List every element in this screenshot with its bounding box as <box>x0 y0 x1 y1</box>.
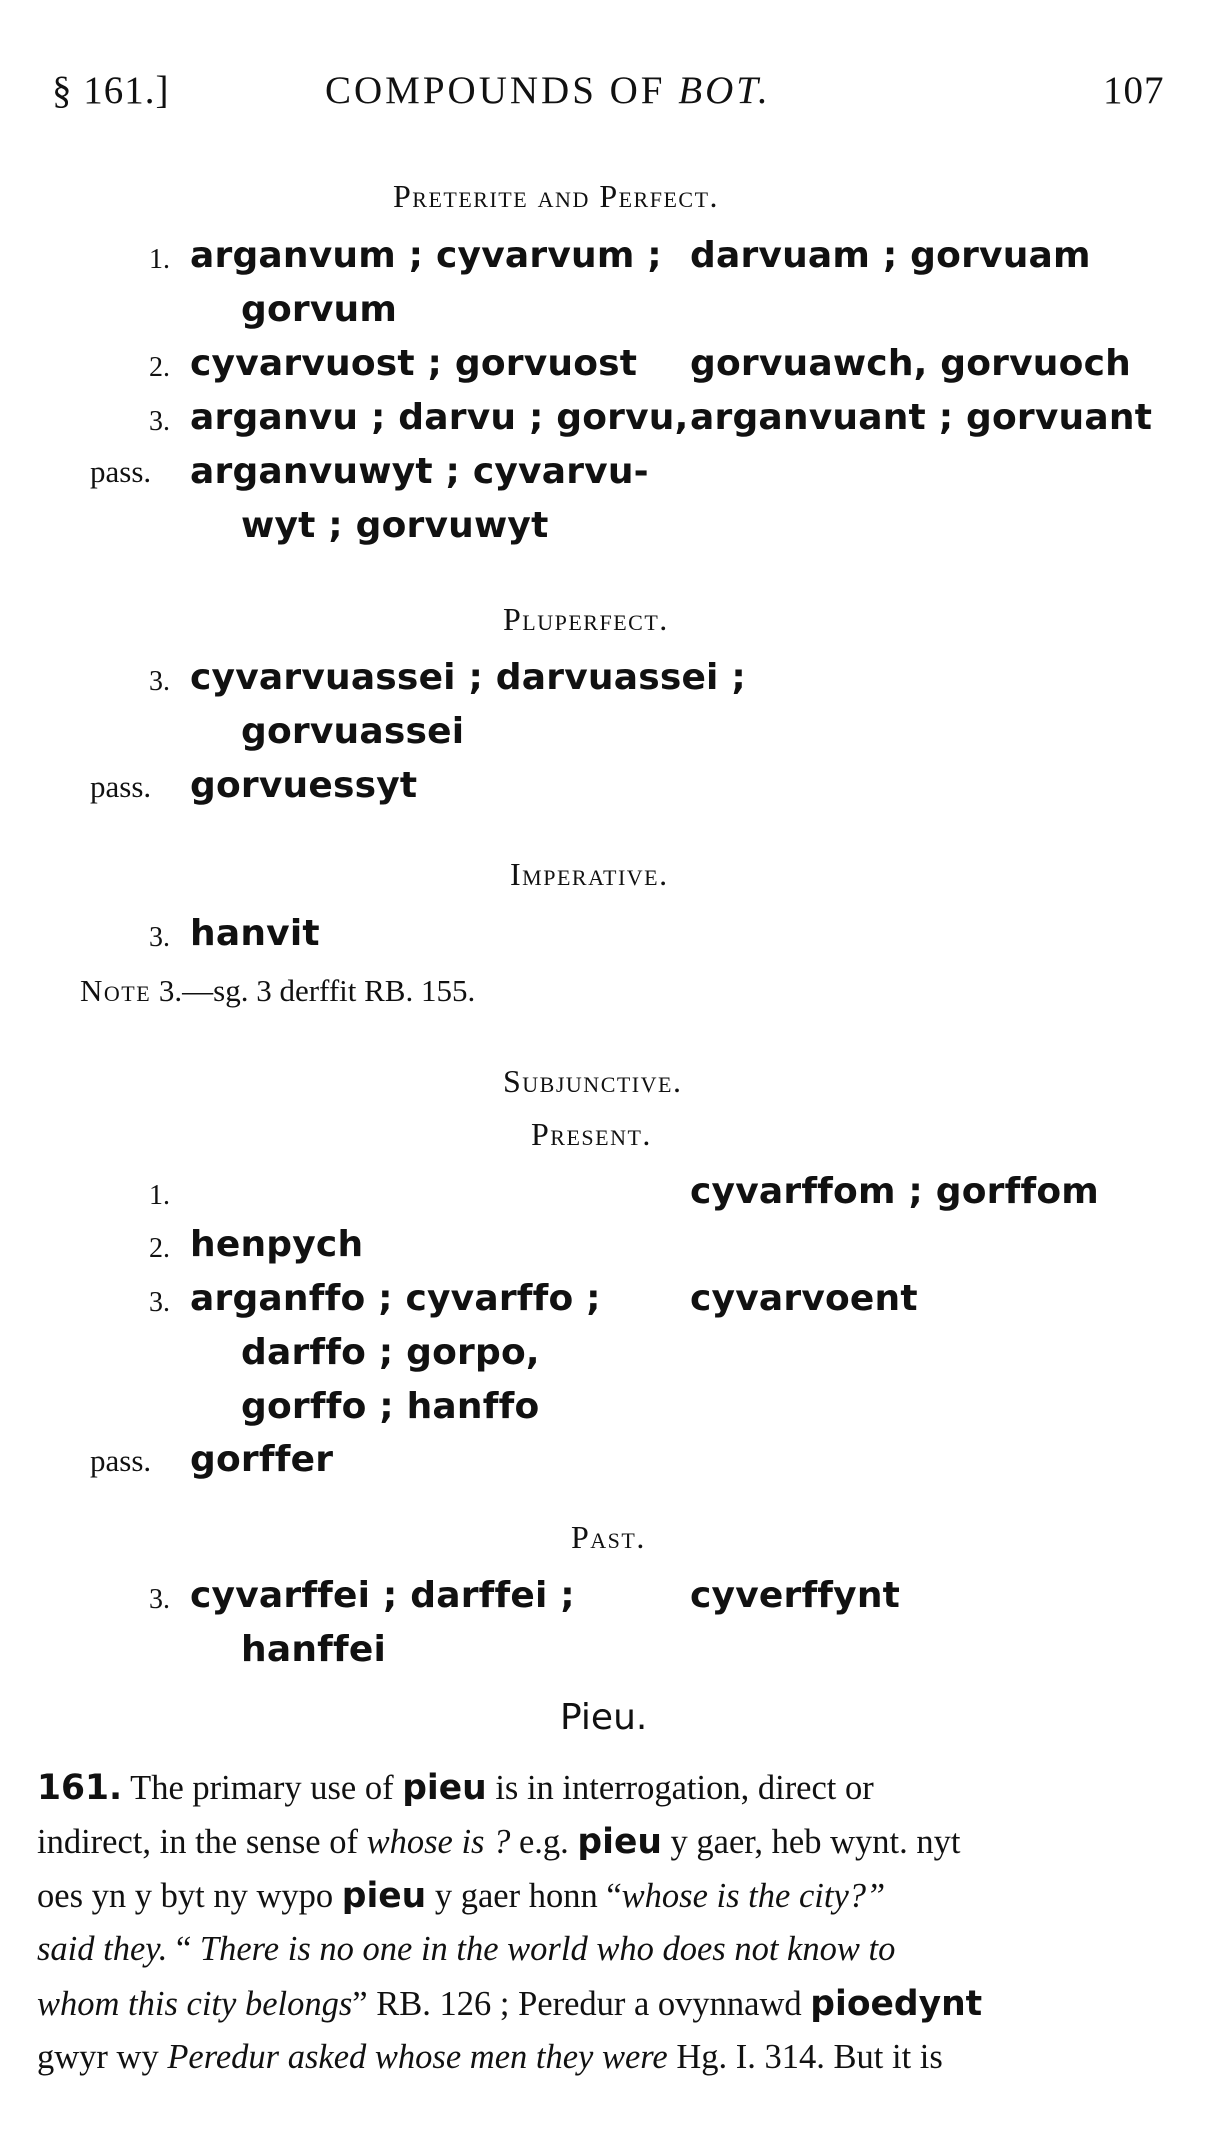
person-number: 3. <box>149 666 170 697</box>
section-reference: § 161.] <box>52 69 170 112</box>
form-plural: arganvuant ; gorvuant <box>690 397 1153 438</box>
page-title-emphasis: BOT. <box>678 69 771 112</box>
term: pioedynt <box>810 1984 983 2024</box>
heading-pieu: Pieu. <box>560 1697 648 1738</box>
heading-past: Past. <box>571 1519 646 1555</box>
passive-label: pass. <box>90 769 152 804</box>
form-singular-cont: gorffo ; hanffo <box>241 1386 540 1427</box>
person-number: 2. <box>149 352 170 383</box>
passive-label: pass. <box>90 1443 152 1478</box>
form-singular: cyvarvuost ; gorvuost <box>190 343 638 384</box>
person-number: 2. <box>149 1233 170 1264</box>
text: “ <box>167 1930 200 1968</box>
paragraph-line <box>37 1822 1177 1862</box>
term: pieu <box>341 1876 427 1916</box>
paragraph-line <box>37 2038 1177 2077</box>
person-number: 1. <box>149 244 170 275</box>
form-plural: cyvarvoent <box>690 1278 918 1319</box>
form-singular: arganvum ; cyvarvum ; <box>190 235 662 276</box>
heading-subjunctive: Subjunctive. <box>503 1063 683 1099</box>
page-title-text: COMPOUNDS OF <box>325 69 679 112</box>
form-passive-cont: wyt ; gorvuwyt <box>241 505 549 546</box>
paragraph-line <box>37 1876 1177 1916</box>
form-plural: cyverffynt <box>690 1575 901 1616</box>
text: ” RB. 126 ; Peredur a ovynnawd <box>352 1985 811 2023</box>
form-singular-cont: darffo ; gorpo, <box>241 1332 540 1373</box>
heading-pluperfect: Pluperfect. <box>503 601 669 637</box>
passive-label: pass. <box>90 454 152 489</box>
heading-present: Present. <box>531 1116 652 1152</box>
paragraph-line <box>37 1984 1177 2024</box>
form-singular: arganffo ; cyvarffo ; <box>190 1278 601 1319</box>
text: is in interrogation, direct or <box>486 1769 874 1807</box>
translation: Peredur asked whose men they were <box>167 2038 668 2076</box>
text: y gaer honn “ <box>426 1877 622 1915</box>
text: oes yn y byt ny wypo <box>37 1877 342 1915</box>
form-singular-cont: hanffei <box>241 1629 387 1670</box>
heading-imperative: Imperative. <box>510 856 669 892</box>
form-plural: cyvarffom ; gorffom <box>690 1171 1099 1212</box>
term: pieu <box>577 1822 662 1862</box>
text: Hg. I. 314. But it is <box>667 2038 943 2076</box>
translation: whom this city belongs <box>37 1985 353 2023</box>
form-singular: cyvarffei ; darffei ; <box>190 1575 575 1616</box>
text: gwyr wy <box>37 2038 168 2076</box>
person-number: 3. <box>149 406 170 437</box>
translation: whose is the city?” <box>621 1877 886 1915</box>
person-number: 3. <box>149 1287 170 1318</box>
person-number: 3. <box>149 1584 170 1615</box>
section-number: 161. <box>37 1768 123 1808</box>
note-text: 3.—sg. 3 derffit RB. 155. <box>151 973 476 1008</box>
form-singular: arganvu ; darvu ; gorvu, <box>190 397 689 438</box>
paragraph-line <box>37 1930 1177 1969</box>
note <box>80 973 475 1009</box>
form-singular: hanvit <box>190 913 320 954</box>
paragraph-line <box>37 1768 1177 1808</box>
text: e.g. <box>510 1823 578 1861</box>
form-passive: gorvuessyt <box>190 765 418 806</box>
translation: whose is ? <box>366 1823 511 1861</box>
form-singular-cont: gorvuassei <box>241 711 465 752</box>
form-singular: cyvarvuassei ; darvuassei ; <box>190 657 746 698</box>
page-title <box>325 68 771 113</box>
page-number: 107 <box>1103 69 1165 112</box>
form-singular-cont: gorvum <box>241 289 398 330</box>
form-plural: darvuam ; gorvuam <box>690 235 1091 276</box>
form-passive: gorffer <box>190 1439 334 1480</box>
heading-preterite: Preterite and Perfect. <box>393 178 720 214</box>
text: The primary use of <box>122 1769 403 1807</box>
note-label: Note <box>80 973 152 1008</box>
person-number: 1. <box>149 1180 170 1211</box>
translation: There is no one in the world who does not know to <box>199 1930 896 1968</box>
form-passive: arganvuwyt ; cyvarvu- <box>190 451 649 492</box>
term: pieu <box>402 1768 487 1808</box>
form-plural: gorvuawch, gorvuoch <box>690 343 1131 384</box>
person-number: 3. <box>149 922 170 953</box>
form-singular: henpych <box>190 1224 364 1265</box>
text: y gaer, heb wynt. nyt <box>661 1823 961 1861</box>
text: indirect, in the sense of <box>37 1823 367 1861</box>
translation: said they. <box>37 1930 168 1968</box>
